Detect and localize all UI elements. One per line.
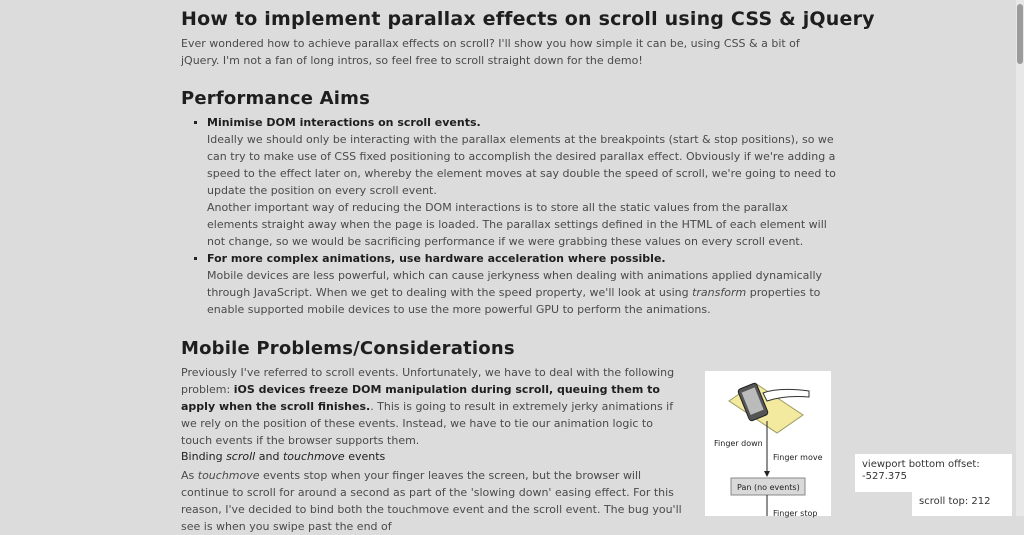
pan-label: Pan (no events)	[737, 483, 800, 492]
emphasis-touchmove: touchmove	[197, 469, 260, 482]
emphasis-transform: transform	[692, 286, 747, 299]
text-span: and	[255, 450, 283, 463]
list-item	[207, 114, 841, 250]
finger-stop-label: Finger stop	[773, 509, 818, 518]
finger-move-label: Finger move	[773, 453, 823, 462]
finger-icon	[763, 389, 809, 401]
list-item	[207, 250, 841, 318]
text-span: . This is going to result in extremely jerky animations if we rely on the position of these events. Instead, we have to tie our animation logic to touch events if the browser supports them.	[181, 400, 674, 447]
aim-paragraph: Another important way of reducing the DOM interactions is to store all the static values from the parallax elements straight away when the page is loaded. The parallax settings defined in the HTML of each element will not change, so we would be sacrificing performance if we were grabbing these values on every scroll event.	[207, 201, 827, 248]
viewport-offset-value: -527.375	[862, 471, 907, 482]
finger-down-label: Finger down	[714, 439, 763, 448]
aim-title-hardware: For more complex animations, use hardware acceleration where possible.	[207, 252, 666, 265]
text-span: properties to enable supported mobile devices to use the more powerful GPU to perform the animations.	[207, 286, 821, 316]
scroll-top-readout	[912, 490, 1012, 516]
text-span: As	[181, 469, 198, 482]
text-span: Previously I've referred to scroll events. Unfortunately, we have to deal with the following problem:	[181, 366, 675, 396]
performance-list	[181, 114, 841, 318]
scrollbar-thumb[interactable]	[1017, 4, 1023, 64]
viewport-offset-label: viewport bottom offset:	[862, 459, 980, 470]
article-intro: Ever wondered how to achieve parallax effects on scroll? I'll show you how simple it can be, using CSS & a bit of jQuery. I'm not a fan of long intros, so feel free to scroll straight down for the demo!	[181, 37, 800, 67]
article-title: How to implement parallax effects on scroll using CSS & jQuery	[181, 8, 875, 30]
aim-title-dom: Minimise DOM interactions on scroll events.	[207, 116, 481, 129]
viewport-offset-readout	[855, 454, 1012, 492]
binding-paragraph	[181, 467, 691, 535]
ios-warning-bold: iOS devices freeze DOM manipulation during scroll, queuing them to apply when the scroll finishes.	[181, 383, 660, 413]
performance-heading: Performance Aims	[181, 88, 370, 109]
text-span: Binding	[181, 450, 227, 463]
text-span: Mobile devices are less powerful, which can cause jerkyness when dealing with animations applied dynamically through JavaScript. When we get to dealing with the speed property, we'll look at using	[207, 269, 823, 299]
aim-paragraph: Ideally we should only be interacting with the parallax elements at the breakpoints (start & stop positions), so we can try to make use of CSS fixed positioning to accomplish the desired parallax effect. Obviously if we're adding a speed to the effect later on, whereby the element moves at say double the speed of scroll, we're going to need to update the position on every scroll event.	[207, 133, 836, 197]
text-span: events stop when your finger leaves the screen, but the browser will continue to scroll for around a second as part of the 'slowing down' easing effect. For this reason, I've decided to bind both the touchmove event and the scroll event. The bug you'll see is when you swipe past the end of	[181, 469, 682, 533]
scroll-top-label: scroll top: 212	[919, 496, 991, 507]
touch-diagram	[705, 371, 831, 516]
mobile-paragraph	[181, 364, 681, 449]
touch-diagram-svg	[705, 371, 831, 516]
emphasis-touchmove: touchmove	[282, 450, 345, 463]
aim-paragraph	[207, 267, 841, 318]
binding-subheading	[181, 450, 385, 463]
flow-arrow-1	[764, 471, 770, 477]
emphasis-scroll: scroll	[226, 450, 256, 463]
page-scrollbar[interactable]	[1016, 0, 1024, 516]
text-span: events	[344, 450, 386, 463]
mobile-heading: Mobile Problems/Considerations	[181, 338, 515, 359]
